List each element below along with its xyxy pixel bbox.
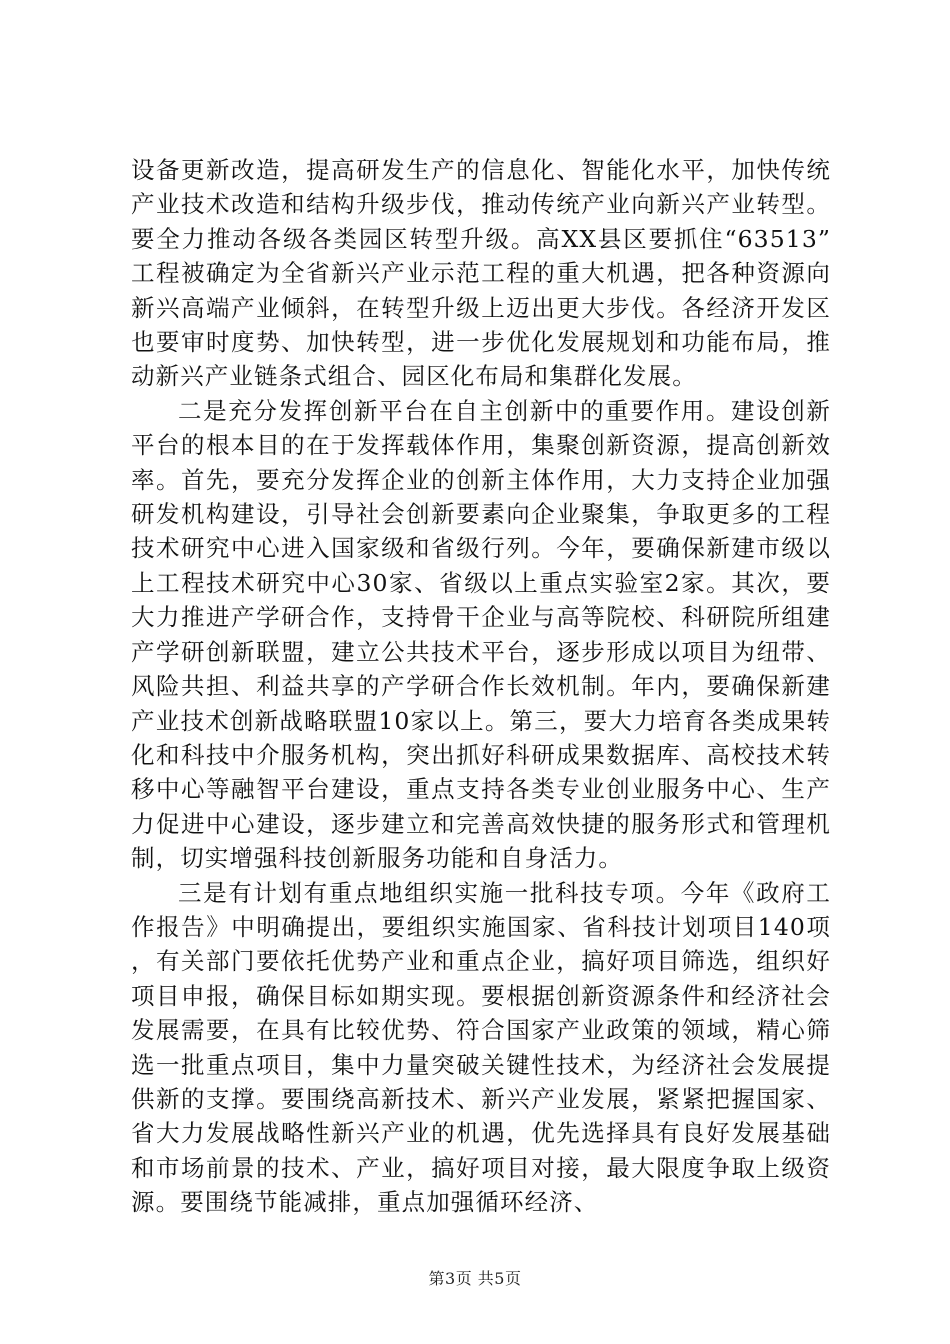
- page-number-footer: 第3页 共5页: [428, 1269, 522, 1288]
- paragraph-continuation: 设备更新改造，提高研发生产的信息化、智能化水平，加快传统产业技术改造和结构升级步伐，推动传统产业向新兴产业转型。要全力推动各级各类园区转型升级。高XX县区要抓住“63513”工程被确定为全省新兴产业示范工程的重大机遇，把各种资源向新兴高端产业倾斜，在转型升级上迈出更大步伐。各经济开发区也要审时度势、加快转型，进一步优化发展规划和功能布局，推动新兴产业链条式组合、园区化布局和集群化发展。: [131, 156, 831, 391]
- paragraph-tech-projects: 三是有计划有重点地组织实施一批科技专项。今年《政府工作报告》中明确提出，要组织实施国家、省科技计划项目140项，有关部门要依托优势产业和重点企业，搞好项目筛选，组织好项目申报，确保目标如期实现。要根据创新资源条件和经济社会发展需要，在具有比较优势、符合国家产业政策的领域，精心筛选一批重点项目，集中力量突破关键性技术，为经济社会发展提供新的支撑。要围绕高新技术、新兴产业发展，紧紧把握国家、省大力发展战略性新兴产业的机遇，优先选择具有良好发展基础和市场前景的技术、产业，搞好项目对接，最大限度争取上级资源。要围绕节能减排，重点加强循环经济、: [131, 878, 831, 1217]
- document-body: [131, 153, 831, 1220]
- paragraph-innovation-platform: 二是充分发挥创新平台在自主创新中的重要作用。建设创新平台的根本目的在于发挥载体作用，集聚创新资源，提高创新效率。首先，要充分发挥企业的创新主体作用，大力支持企业加强研发机构建设，引导社会创新要素向企业聚集，争取更多的工程技术研究中心进入国家级和省级行列。今年，要确保新建市级以上工程技术研究中心30家、省级以上重点实验室2家。其次，要大力推进产学研合作，支持骨干企业与高等院校、科研院所组建产学研创新联盟，建立公共技术平台，逐步形成以项目为纽带、风险共担、利益共享的产学研合作长效机制。年内，要确保新建产业技术创新战略联盟10家以上。第三，要大力培育各类成果转化和科技中介服务机构，突出抓好科研成果数据库、高校技术转移中心等融智平台建设，重点支持各类专业创业服务中心、生产力促进中心建设，逐步建立和完善高效快捷的服务形式和管理机制，切实增强科技创新服务功能和自身活力。: [131, 396, 831, 873]
